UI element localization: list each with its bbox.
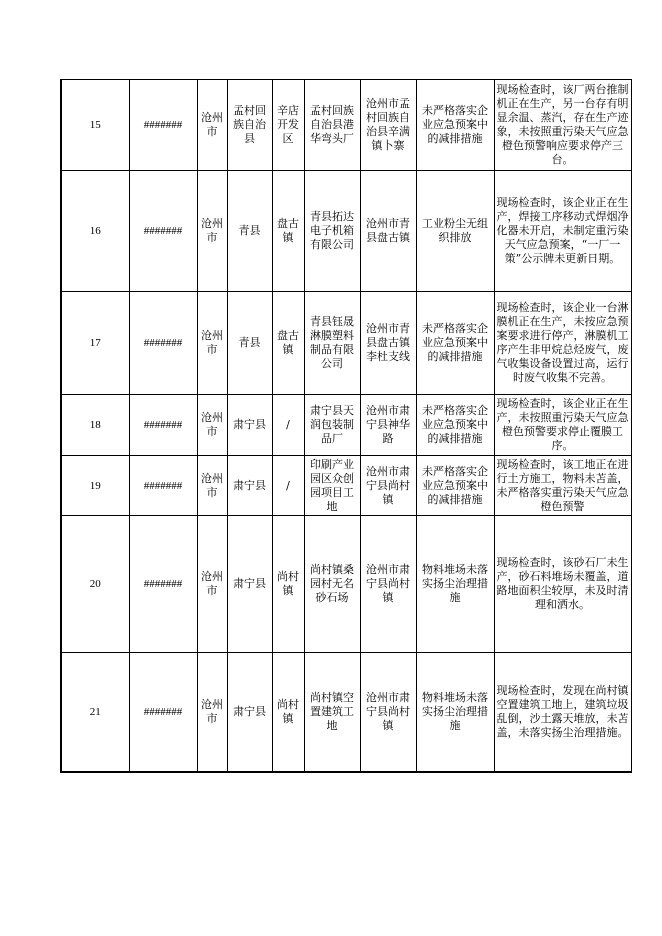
row-city: 沧州市	[197, 516, 227, 653]
row-address: 沧州市肃宁县尚村镇	[360, 456, 416, 516]
row-address: 沧州市青县盘古镇李杜支线	[360, 292, 416, 395]
row-town: 尚村镇	[272, 516, 304, 653]
row-number: 21	[61, 653, 129, 772]
table-row	[61, 653, 631, 772]
row-date: #######	[129, 80, 197, 171]
row-city: 沧州市	[197, 456, 227, 516]
row-company: 青县钰晟淋膜塑料制品有限公司	[304, 292, 360, 395]
row-date: #######	[129, 516, 197, 653]
row-county: 青县	[227, 292, 272, 395]
row-problem: 未严格落实企业应急预案中的减排措施	[416, 456, 494, 516]
row-address: 沧州市青县盘古镇	[360, 171, 416, 292]
row-city: 沧州市	[197, 80, 227, 171]
table-row	[61, 456, 631, 516]
row-town: /	[272, 395, 304, 456]
row-town: /	[272, 456, 304, 516]
row-date: #######	[129, 653, 197, 772]
row-problem: 未严格落实企业应急预案中的减排措施	[416, 292, 494, 395]
row-description: 现场检查时，该工地正在进行土方施工，物料未苫盖，未严格落实重污染天气应急橙色预警	[494, 456, 631, 516]
table-row	[61, 80, 631, 171]
row-number: 19	[61, 456, 129, 516]
table-row	[61, 395, 631, 456]
row-date: #######	[129, 395, 197, 456]
table-row	[61, 171, 631, 292]
table-row	[61, 292, 631, 395]
row-county: 孟村回族自治县	[227, 80, 272, 171]
row-county: 青县	[227, 171, 272, 292]
row-address: 沧州市孟村回族自治县辛满镇卜寨	[360, 80, 416, 171]
row-problem: 未严格落实企业应急预案中的减排措施	[416, 80, 494, 171]
row-date: #######	[129, 292, 197, 395]
table-row	[61, 516, 631, 653]
row-problem: 工业粉尘无组织排放	[416, 171, 494, 292]
row-date: #######	[129, 171, 197, 292]
row-problem: 物料堆场未落实扬尘治理措施	[416, 516, 494, 653]
row-number: 17	[61, 292, 129, 395]
row-town: 辛店开发区	[272, 80, 304, 171]
row-description: 现场检查时，该厂两台推制机正在生产，另一台存有明显余温、蒸汽，存在生产迹象，未按照重污染天气应急橙色预警响应要求停产三台。	[494, 80, 631, 171]
row-city: 沧州市	[197, 395, 227, 456]
row-city: 沧州市	[197, 171, 227, 292]
row-problem: 未严格落实企业应急预案中的减排措施	[416, 395, 494, 456]
row-company: 印刷产业园区众创园项目工地	[304, 456, 360, 516]
inspection-table	[60, 79, 632, 773]
row-county: 肃宁县	[227, 516, 272, 653]
row-town: 尚村镇	[272, 653, 304, 772]
row-county: 肃宁县	[227, 456, 272, 516]
row-date: #######	[129, 456, 197, 516]
row-number: 18	[61, 395, 129, 456]
row-county: 肃宁县	[227, 653, 272, 772]
row-town: 盘古镇	[272, 171, 304, 292]
row-description: 现场检查时，该企业正在生产，焊接工序移动式焊烟净化器未开启，未制定重污染天气应急预案，“一厂一策”公示牌未更新日期。	[494, 171, 631, 292]
row-company: 尚村镇桑园村无名砂石场	[304, 516, 360, 653]
row-company: 肃宁县天润包装制品厂	[304, 395, 360, 456]
row-problem: 物料堆场未落实扬尘治理措施	[416, 653, 494, 772]
row-city: 沧州市	[197, 292, 227, 395]
row-description: 现场检查时，发现在尚村镇空置建筑工地上，建筑垃圾乱倒，沙土露天堆放，未苫盖，未落实扬尘治理措施。	[494, 653, 631, 772]
row-description: 现场检查时，该企业一台淋膜机正在生产，未按应急预案要求进行停产，淋膜机工序产生非甲烷总烃废气，废气收集设备设置过高，运行时废气收集不完善。	[494, 292, 631, 395]
row-address: 沧州市肃宁县尚村镇	[360, 653, 416, 772]
row-description: 现场检查时，该砂石厂未生产，砂石料堆场未覆盖，道路地面积尘较厚，未及时清理和洒水。	[494, 516, 631, 653]
row-city: 沧州市	[197, 653, 227, 772]
row-company: 孟村回族自治县港华弯头厂	[304, 80, 360, 171]
row-company: 青县拓达电子机箱有限公司	[304, 171, 360, 292]
row-number: 16	[61, 171, 129, 292]
row-company: 尚村镇空置建筑工地	[304, 653, 360, 772]
row-address: 沧州市肃宁县神华路	[360, 395, 416, 456]
row-number: 15	[61, 80, 129, 171]
row-number: 20	[61, 516, 129, 653]
row-description: 现场检查时，该企业正在生产，未按照重污染天气应急橙色预警要求停止覆膜工序。	[494, 395, 631, 456]
row-county: 肃宁县	[227, 395, 272, 456]
row-town: 盘古镇	[272, 292, 304, 395]
row-address: 沧州市肃宁县尚村镇	[360, 516, 416, 653]
